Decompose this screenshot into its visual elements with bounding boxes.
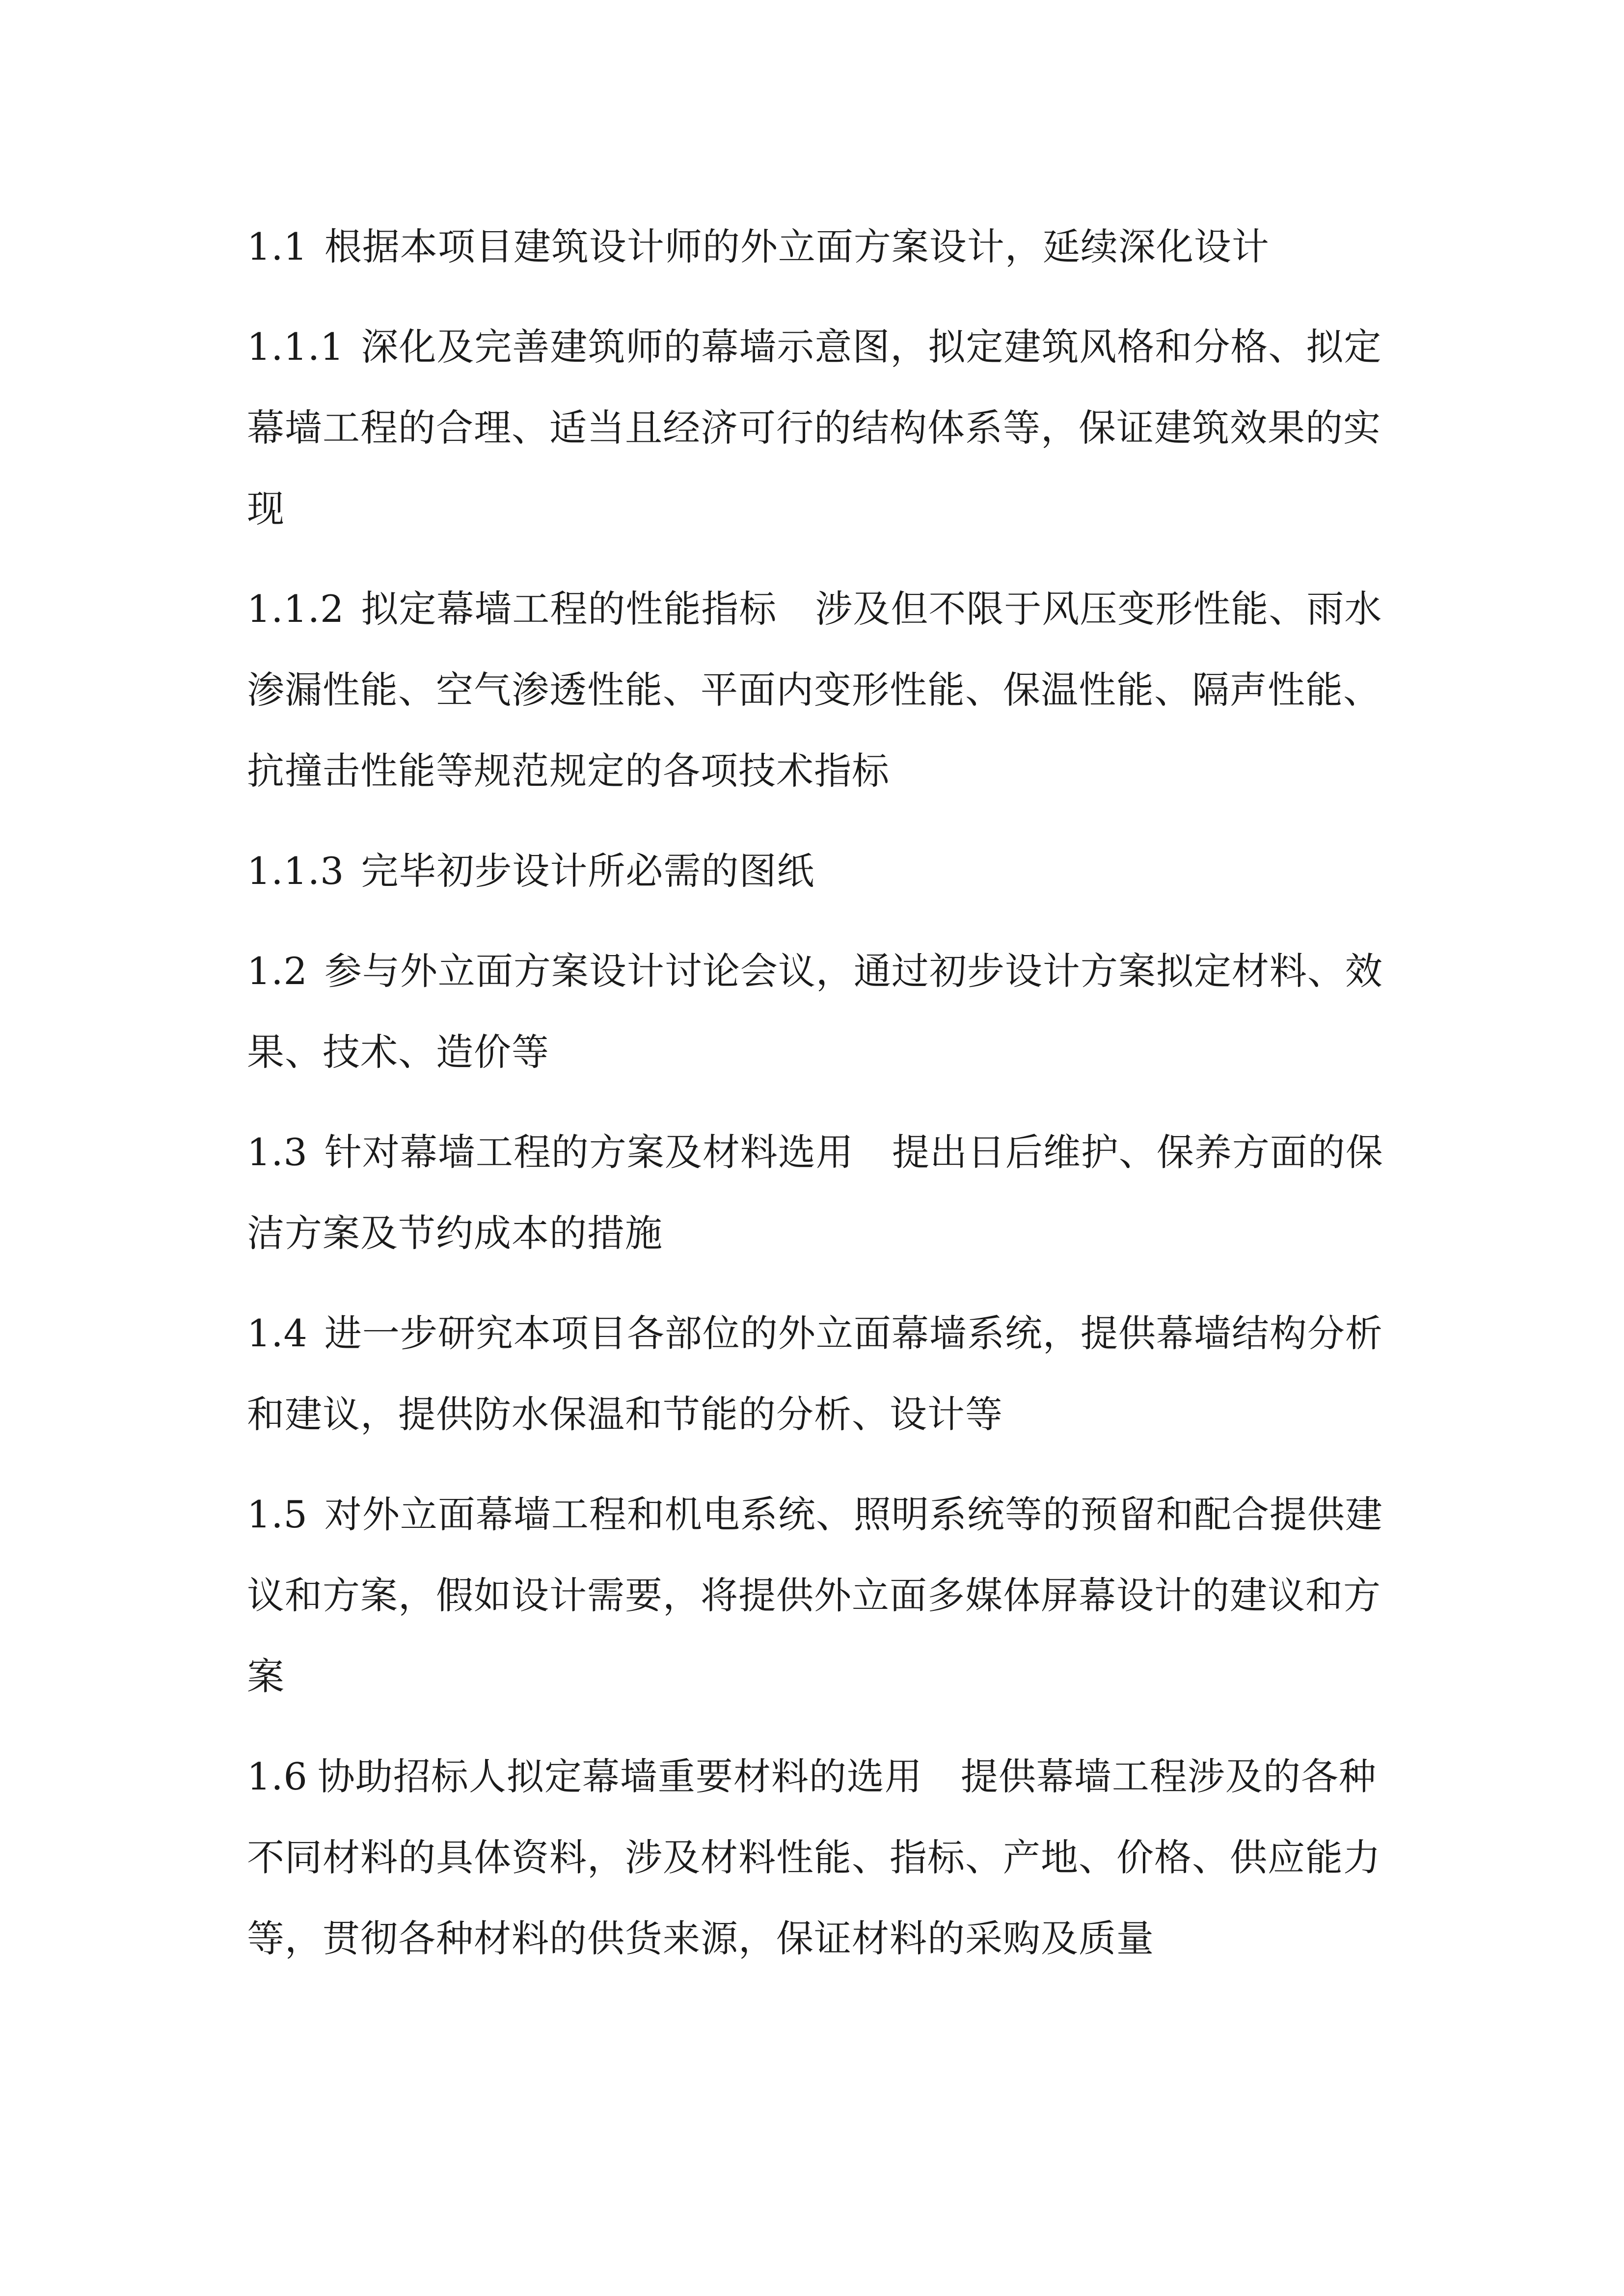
section-number: 1.1: [247, 225, 308, 268]
section-number: 1.1.2: [247, 587, 345, 631]
paragraph-text: 进一步研究本项目各部位的外立面幕墙系统，提供幕墙结构分析和建议，提供防水保温和节能的分析、设计等: [247, 1311, 1383, 1436]
paragraph-text: 提供幕墙工程涉及的各种不同材料的具体资料，涉及材料性能、指标、产地、价格、供应能力等，贯彻各种材料的供货来源，保证材料的采购及质量: [247, 1755, 1381, 1960]
section-number: 1.3: [247, 1130, 308, 1174]
paragraph-1-6: [247, 1736, 1406, 1979]
paragraph-1-1-2: [247, 568, 1406, 811]
paragraph-1-2: [247, 931, 1406, 1093]
paragraph-1-5: [247, 1474, 1406, 1717]
paragraph-text: 根据本项目建筑设计师的外立面方案设计，延续深化设计: [324, 225, 1270, 268]
paragraph-text: 深化及完善建筑师的幕墙示意图，拟定建筑风格和分格、拟定幕墙工程的合理、适当且经济可行的结构体系等，保证建筑效果的实现: [247, 325, 1382, 531]
paragraph-1-1-3: [247, 830, 1406, 911]
paragraph-text-heading: 拟定幕墙工程的性能指标: [361, 587, 777, 631]
paragraph-text: 对外立面幕墙工程和机电系统、照明系统等的预留和配合提供建议和方案，假如设计需要，将提供外立面多媒体屏幕设计的建议和方案: [247, 1493, 1383, 1698]
paragraph-text-heading: 协助招标人拟定幕墙重要材料的选用: [317, 1755, 922, 1798]
section-number: 1.5: [247, 1493, 308, 1536]
paragraph-1-1: [247, 206, 1406, 287]
section-number: 1.4: [247, 1311, 308, 1355]
paragraph-text: 完毕初步设计所必需的图纸: [361, 849, 815, 893]
section-number: 1.1.1: [247, 325, 345, 369]
section-number: 1.2: [247, 949, 308, 993]
paragraph-text-heading: 针对幕墙工程的方案及材料选用: [324, 1130, 854, 1174]
paragraph-text: 涉及但不限于风压变形性能、雨水渗漏性能、空气渗透性能、平面内变形性能、保温性能、隔声性能、抗撞击性能等规范规定的各项技术指标: [247, 587, 1382, 793]
paragraph-1-1-1: [247, 306, 1406, 549]
section-number: 1.1.3: [247, 849, 345, 893]
document-body: [247, 206, 1406, 1998]
section-number: 1.6: [247, 1755, 308, 1798]
paragraph-1-4: [247, 1293, 1406, 1455]
paragraph-1-3: [247, 1112, 1406, 1274]
paragraph-text: 参与外立面方案设计讨论会议，通过初步设计方案拟定材料、效果、技术、造价等: [247, 949, 1383, 1074]
paragraph-text: 提出日后维护、保养方面的保洁方案及节约成本的措施: [247, 1130, 1383, 1255]
